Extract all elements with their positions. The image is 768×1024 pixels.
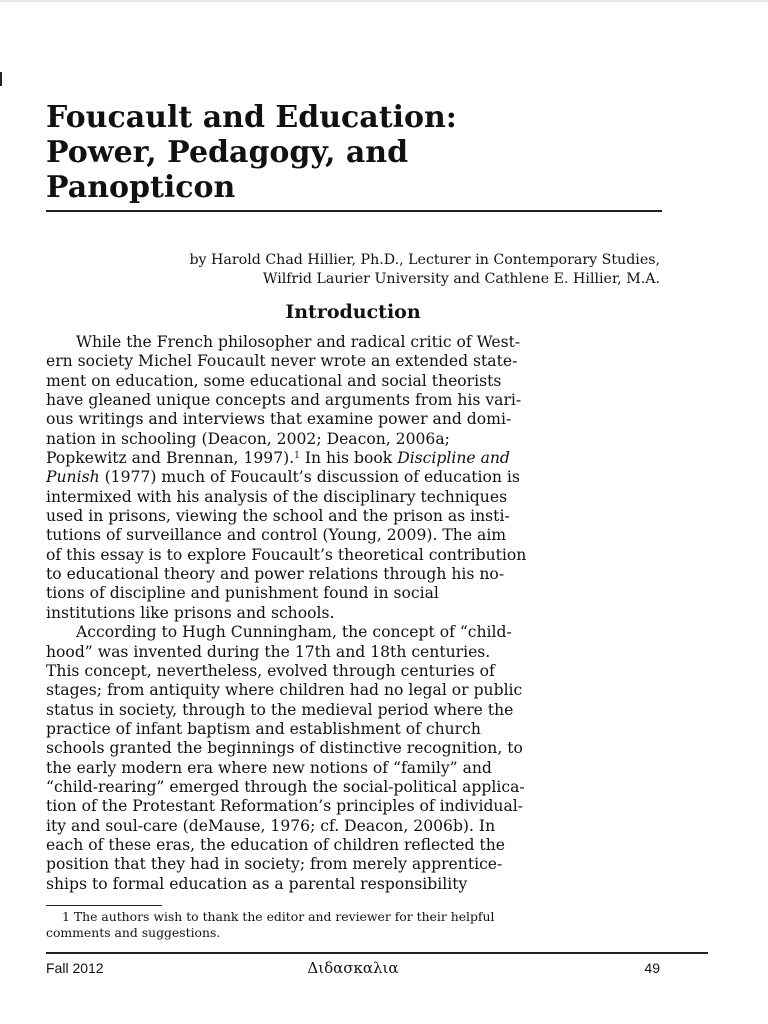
footnote xyxy=(46,909,660,941)
footnote-rule xyxy=(46,905,162,906)
body-line xyxy=(46,449,660,468)
title-line: Power, Pedagogy, and xyxy=(46,135,409,170)
body-line: institutions like prisons and schools. xyxy=(46,603,335,622)
scan-margin-mark xyxy=(0,72,2,86)
body-line: ity and soul-care (deMause, 1976; cf. Deacon, 2006b). In xyxy=(46,816,496,835)
journal-name: Διδασκαλια xyxy=(307,959,399,977)
title-rule xyxy=(46,210,662,212)
body-line: tutions of surveillance and control (Young, 2009). The aim xyxy=(46,526,507,545)
body-line: status in society, through to the medieval period where the xyxy=(46,700,514,719)
body-line: stages; from antiquity where children had no legal or public xyxy=(46,681,523,700)
body-fragment: Popkewitz and Brennan, 1997). xyxy=(46,449,295,468)
body-line: of this essay is to explore Foucault’s theoretical contribution xyxy=(46,545,527,564)
body-line: According to Hugh Cunningham, the concept of “child- xyxy=(76,623,512,642)
issue-season: Fall 2012 xyxy=(46,960,104,976)
book-title: Discipline and xyxy=(397,449,510,468)
byline-line: Wilfrid Laurier University and Cathlene E. Hillier, M.A. xyxy=(262,271,660,287)
byline xyxy=(46,251,660,289)
byline-line: by Harold Chad Hillier, Ph.D., Lecturer in Contemporary Studies, xyxy=(189,252,660,268)
body-line: position that they had in society; from merely apprentice- xyxy=(46,855,503,874)
article-title xyxy=(46,100,666,205)
body-line: practice of infant baptism and establishment of church xyxy=(46,719,481,738)
title-line: Panopticon xyxy=(46,170,236,205)
page-number: 49 xyxy=(644,960,660,976)
body-line: hood” was invented during the 17th and 18th centuries. xyxy=(46,642,491,661)
body-line: While the French philosopher and radical critic of West- xyxy=(76,333,521,351)
body-line: ous writings and interviews that examine power and domi- xyxy=(46,410,512,429)
body-line: nation in schooling (Deacon, 2002; Deacon, 2006a; xyxy=(46,429,450,448)
scan-edge xyxy=(0,0,768,2)
body-line: schools granted the beginnings of distinctive recognition, to xyxy=(46,739,523,758)
footnote-line: comments and suggestions. xyxy=(46,925,221,940)
body-line: used in prisons, viewing the school and the prison as insti- xyxy=(46,507,510,526)
body-fragment: In his book xyxy=(299,449,398,468)
body-line: have gleaned unique concepts and arguments from his vari- xyxy=(46,391,522,410)
section-heading: Introduction xyxy=(285,301,421,323)
body-line xyxy=(46,468,660,487)
footnote-ref: 1 xyxy=(294,451,300,462)
book-title: Punish xyxy=(46,468,100,487)
body-line: tion of the Protestant Reformation’s principles of individual- xyxy=(46,797,524,816)
body-line: the early modern era where new notions of “family” and xyxy=(46,758,492,777)
body-line: ships to formal education as a parental responsibility xyxy=(46,874,468,893)
body-text xyxy=(46,333,660,894)
body-line: ment on education, some educational and social theorists xyxy=(46,371,502,390)
body-line: This concept, nevertheless, evolved through centuries of xyxy=(46,661,495,680)
body-line: “child-rearing” emerged through the social-political applica- xyxy=(46,777,525,796)
title-line: Foucault and Education: xyxy=(46,100,457,135)
footer-rule xyxy=(46,952,708,954)
body-fragment: (1977) much of Foucault’s discussion of education is xyxy=(99,468,520,487)
body-line: each of these eras, the education of children reflected the xyxy=(46,835,505,854)
body-line: intermixed with his analysis of the disciplinary techniques xyxy=(46,487,508,506)
footnote-line: 1 The authors wish to thank the editor and reviewer for their helpful xyxy=(62,909,495,924)
body-line: to educational theory and power relations through his no- xyxy=(46,565,505,584)
body-line: tions of discipline and punishment found in social xyxy=(46,584,439,603)
body-line: ern society Michel Foucault never wrote an extended state- xyxy=(46,352,518,371)
page-footer xyxy=(46,958,660,980)
